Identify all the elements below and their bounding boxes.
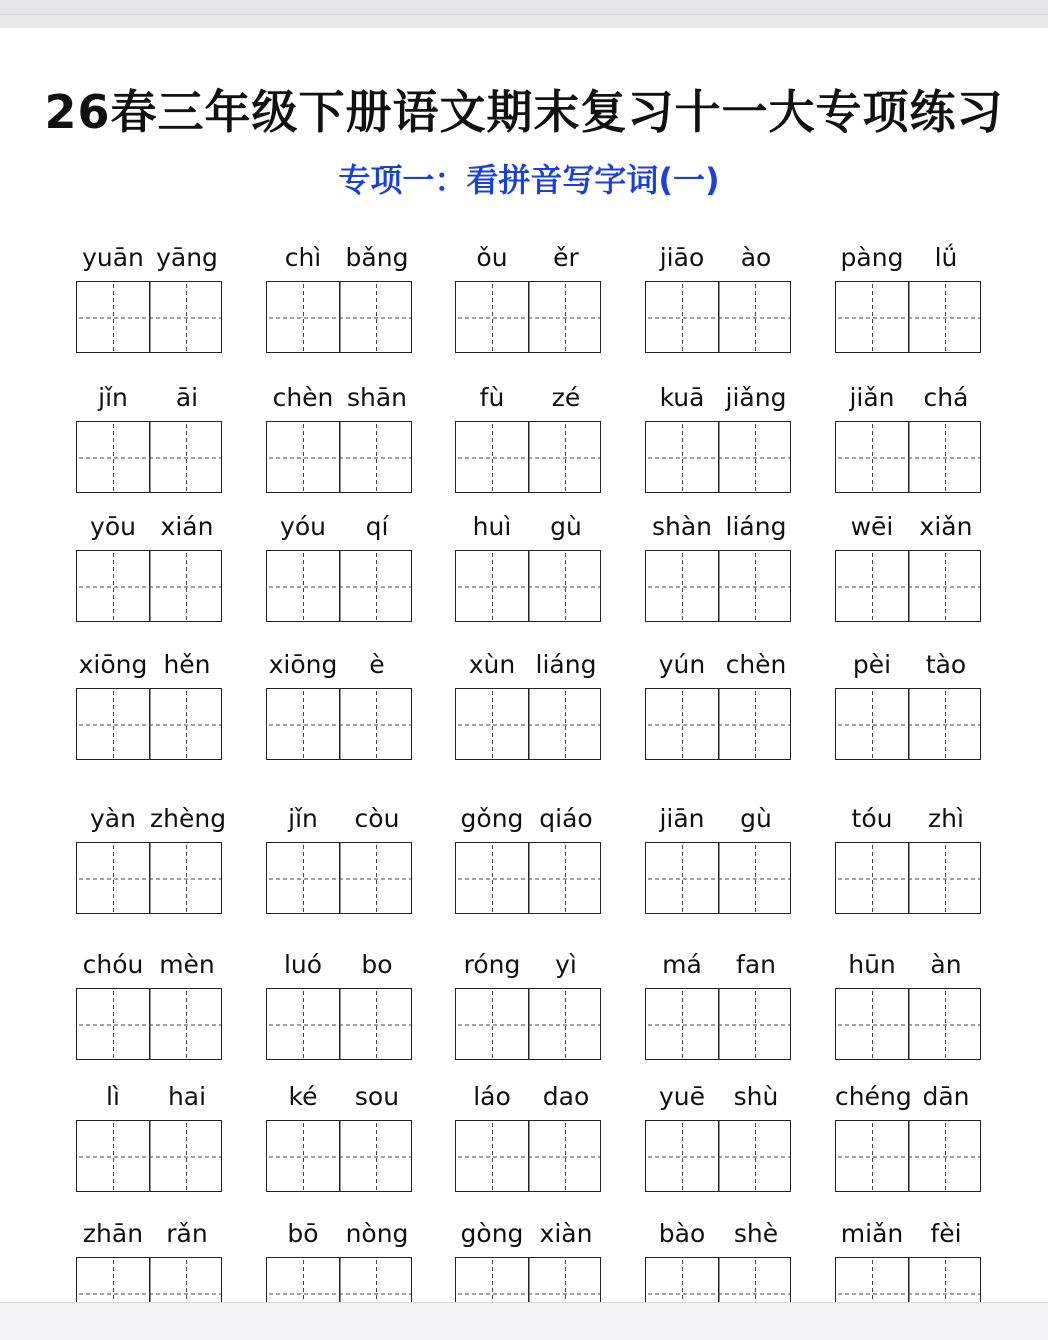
pinyin-syllable: shān (346, 383, 408, 412)
word-item (266, 1080, 414, 1114)
word-item (645, 1217, 793, 1251)
pinyin-line (455, 948, 603, 982)
tianzige-guides (77, 689, 223, 761)
pinyin-syllable: àn (930, 950, 962, 979)
pinyin-syllable: chéng (835, 1082, 912, 1111)
pinyin-line (455, 510, 603, 544)
word-item (455, 381, 603, 415)
pinyin-line (455, 1217, 603, 1251)
pinyin-line (266, 510, 414, 544)
pinyin-line (266, 948, 414, 982)
pinyin-syllable: fan (736, 950, 776, 979)
pinyin-syllable: xián (160, 512, 214, 541)
writing-grid[interactable] (645, 1257, 791, 1302)
pinyin-line (76, 381, 224, 415)
pinyin-syllable: zhèng (150, 804, 227, 833)
pinyin-syllable: jiǎng (725, 383, 787, 412)
worksheet-page (0, 28, 1048, 1302)
writing-grid[interactable] (455, 281, 601, 353)
writing-grid[interactable] (76, 1120, 222, 1192)
pinyin-line (455, 241, 603, 275)
pinyin-syllable: miǎn (840, 1219, 904, 1248)
pinyin-syllable: fèi (930, 1219, 962, 1248)
page-title: 26春三年级下册语文期末复习十一大专项练习 (44, 85, 1004, 139)
top-strip (0, 0, 1048, 15)
word-item (266, 510, 414, 544)
pinyin-syllable: lǘ (934, 243, 958, 272)
tianzige-guides (456, 282, 602, 354)
tianzige-guides (456, 1258, 602, 1302)
tianzige-guides (836, 843, 982, 915)
pinyin-line (645, 1080, 793, 1114)
pinyin-syllable: dao (542, 1082, 590, 1111)
tianzige-guides (456, 989, 602, 1061)
writing-grid[interactable] (835, 988, 981, 1060)
tianzige-guides (267, 422, 413, 494)
word-item (266, 381, 414, 415)
tianzige-guides (456, 843, 602, 915)
pinyin-syllable: gù (740, 804, 772, 833)
pinyin-syllable: liáng (725, 512, 787, 541)
word-item (835, 948, 983, 982)
writing-grid[interactable] (76, 281, 222, 353)
pinyin-line (835, 948, 983, 982)
pinyin-syllable: shè (733, 1219, 779, 1248)
pinyin-syllable: tào (925, 650, 967, 679)
tianzige-guides (267, 689, 413, 761)
tianzige-guides (646, 843, 792, 915)
word-item (645, 510, 793, 544)
tianzige-guides (77, 422, 223, 494)
pinyin-syllable: sou (354, 1082, 400, 1111)
word-item (645, 241, 793, 275)
word-item (835, 1080, 983, 1114)
tianzige-guides (77, 843, 223, 915)
word-item (455, 241, 603, 275)
pinyin-syllable: wēi (850, 512, 894, 541)
pinyin-syllable: lì (106, 1082, 120, 1111)
writing-grid[interactable] (266, 550, 412, 622)
pinyin-line (76, 648, 224, 682)
word-item (266, 948, 414, 982)
tianzige-guides (456, 1121, 602, 1193)
word-item (455, 1217, 603, 1251)
writing-grid[interactable] (455, 1120, 601, 1192)
writing-grid[interactable] (76, 842, 222, 914)
pinyin-syllable: zhān (82, 1219, 144, 1248)
pinyin-syllable: āi (175, 383, 199, 412)
pinyin-line (76, 1080, 224, 1114)
tianzige-guides (267, 1258, 413, 1302)
pinyin-syllable: chèn (725, 650, 787, 679)
writing-grid[interactable] (266, 421, 412, 493)
pinyin-syllable: bō (287, 1219, 319, 1248)
pinyin-syllable: yōu (90, 512, 136, 541)
tianzige-guides (836, 551, 982, 623)
pinyin-line (835, 648, 983, 682)
pinyin-line (266, 241, 414, 275)
word-item (835, 241, 983, 275)
pinyin-syllable: zhì (928, 804, 964, 833)
word-item (266, 802, 414, 836)
pinyin-syllable: rǎn (166, 1219, 208, 1248)
writing-grid[interactable] (455, 421, 601, 493)
pinyin-syllable: yún (658, 650, 706, 679)
tianzige-guides (267, 989, 413, 1061)
pinyin-syllable: qí (365, 512, 389, 541)
tianzige-guides (456, 689, 602, 761)
word-item (645, 802, 793, 836)
word-item (455, 948, 603, 982)
pinyin-syllable: chì (284, 243, 322, 272)
writing-grid[interactable] (455, 688, 601, 760)
pinyin-syllable: jiāo (659, 243, 705, 272)
pinyin-line (645, 648, 793, 682)
pinyin-syllable: bào (658, 1219, 706, 1248)
pinyin-line (455, 1080, 603, 1114)
pinyin-syllable: huì (472, 512, 512, 541)
pinyin-syllable: mèn (159, 950, 215, 979)
pinyin-syllable: yuān (82, 243, 144, 272)
pinyin-syllable: yāng (156, 243, 218, 272)
pinyin-line (266, 1080, 414, 1114)
pinyin-syllable: láo (473, 1082, 511, 1111)
tianzige-guides (836, 282, 982, 354)
writing-grid[interactable] (645, 688, 791, 760)
writing-grid[interactable] (266, 281, 412, 353)
pinyin-syllable: luó (283, 950, 323, 979)
tianzige-guides (646, 689, 792, 761)
pinyin-syllable: jǐn (98, 383, 128, 412)
writing-grid[interactable] (835, 688, 981, 760)
writing-grid[interactable] (76, 421, 222, 493)
pinyin-line (455, 802, 603, 836)
pinyin-line (835, 510, 983, 544)
pinyin-syllable: dān (922, 1082, 970, 1111)
pinyin-syllable: yuē (658, 1082, 706, 1111)
pinyin-line (835, 241, 983, 275)
word-item (266, 241, 414, 275)
writing-grid[interactable] (835, 1120, 981, 1192)
writing-grid[interactable] (266, 1257, 412, 1302)
pinyin-line (645, 1217, 793, 1251)
pinyin-syllable: gòng (460, 1219, 524, 1248)
pinyin-syllable: xiōng (78, 650, 148, 679)
pinyin-syllable: ké (288, 1082, 318, 1111)
pinyin-syllable: gǒng (460, 804, 524, 833)
pinyin-syllable: kuā (659, 383, 705, 412)
writing-grid[interactable] (835, 421, 981, 493)
word-item (76, 241, 224, 275)
tianzige-guides (836, 689, 982, 761)
writing-grid[interactable] (266, 988, 412, 1060)
tianzige-guides (836, 1121, 982, 1193)
pinyin-syllable: gù (550, 512, 582, 541)
writing-grid[interactable] (455, 988, 601, 1060)
tianzige-guides (646, 1121, 792, 1193)
pinyin-syllable: xiàn (539, 1219, 593, 1248)
pinyin-line (645, 948, 793, 982)
pinyin-line (835, 1217, 983, 1251)
tianzige-guides (456, 422, 602, 494)
writing-grid[interactable] (645, 421, 791, 493)
pinyin-line (835, 802, 983, 836)
pinyin-syllable: ào (740, 243, 772, 272)
writing-grid[interactable] (835, 1257, 981, 1302)
pinyin-line (266, 1217, 414, 1251)
word-item (455, 1080, 603, 1114)
writing-grid[interactable] (835, 550, 981, 622)
tianzige-guides (77, 1258, 223, 1302)
pinyin-syllable: bǎng (345, 243, 409, 272)
pinyin-syllable: yì (555, 950, 577, 979)
pinyin-line (76, 948, 224, 982)
pinyin-line (455, 381, 603, 415)
tianzige-guides (836, 989, 982, 1061)
pinyin-syllable: fù (479, 383, 505, 412)
tianzige-guides (836, 422, 982, 494)
word-item (835, 802, 983, 836)
pinyin-line (266, 381, 414, 415)
pinyin-syllable: jiǎn (849, 383, 895, 412)
pinyin-syllable: è (369, 650, 385, 679)
word-item (835, 648, 983, 682)
tianzige-guides (77, 282, 223, 354)
word-item (455, 648, 603, 682)
tianzige-guides (77, 551, 223, 623)
pinyin-syllable: chèn (272, 383, 334, 412)
word-item (76, 1217, 224, 1251)
word-item (645, 1080, 793, 1114)
pinyin-syllable: shù (733, 1082, 779, 1111)
pinyin-syllable: tóu (851, 804, 893, 833)
writing-grid[interactable] (645, 281, 791, 353)
writing-grid[interactable] (266, 688, 412, 760)
word-item (266, 648, 414, 682)
pinyin-line (835, 1080, 983, 1114)
pinyin-syllable: xiōng (268, 650, 338, 679)
pinyin-line (76, 510, 224, 544)
bottom-strip (0, 1302, 1048, 1340)
writing-grid[interactable] (455, 550, 601, 622)
pinyin-line (266, 802, 414, 836)
pinyin-syllable: hěn (163, 650, 211, 679)
pinyin-syllable: hūn (848, 950, 896, 979)
word-item (835, 381, 983, 415)
word-item (645, 948, 793, 982)
pinyin-syllable: yóu (280, 512, 326, 541)
pinyin-syllable: chá (923, 383, 969, 412)
pinyin-line (76, 802, 227, 836)
word-item (835, 1217, 983, 1251)
word-item (455, 802, 603, 836)
pinyin-syllable: jiān (659, 804, 705, 833)
pinyin-syllable: chóu (82, 950, 144, 979)
tianzige-guides (267, 282, 413, 354)
writing-grid[interactable] (645, 842, 791, 914)
tianzige-guides (77, 989, 223, 1061)
pinyin-syllable: qiáo (539, 804, 593, 833)
writing-grid[interactable] (455, 842, 601, 914)
writing-grid[interactable] (266, 842, 412, 914)
tianzige-guides (267, 1121, 413, 1193)
tianzige-guides (267, 843, 413, 915)
pinyin-syllable: ǒu (476, 243, 508, 272)
pinyin-syllable: ěr (553, 243, 579, 272)
tianzige-guides (646, 1258, 792, 1302)
pinyin-syllable: pèi (852, 650, 892, 679)
pinyin-line (76, 241, 224, 275)
section-subtitle: 专项一：看拼音写字词(一) (338, 161, 720, 199)
writing-grid[interactable] (76, 1257, 222, 1302)
pinyin-syllable: pàng (840, 243, 904, 272)
pinyin-syllable: róng (463, 950, 521, 979)
pinyin-syllable: shàn (651, 512, 713, 541)
tianzige-guides (646, 989, 792, 1061)
pinyin-line (266, 648, 414, 682)
writing-grid[interactable] (645, 550, 791, 622)
writing-grid[interactable] (835, 281, 981, 353)
word-item (76, 510, 224, 544)
word-item (835, 510, 983, 544)
word-item (76, 1080, 224, 1114)
pinyin-syllable: liáng (535, 650, 597, 679)
word-item (645, 648, 793, 682)
pinyin-syllable: xùn (468, 650, 516, 679)
pinyin-syllable: nòng (345, 1219, 409, 1248)
word-item (645, 381, 793, 415)
pinyin-syllable: jǐn (288, 804, 318, 833)
writing-grid[interactable] (76, 550, 222, 622)
pinyin-line (76, 1217, 224, 1251)
tianzige-guides (646, 282, 792, 354)
writing-grid[interactable] (455, 1257, 601, 1302)
pinyin-syllable: má (662, 950, 702, 979)
pinyin-syllable: bo (361, 950, 393, 979)
tianzige-guides (456, 551, 602, 623)
pinyin-syllable: hai (167, 1082, 207, 1111)
pinyin-line (645, 802, 793, 836)
word-item (266, 1217, 414, 1251)
pinyin-syllable: xiǎn (919, 512, 973, 541)
pinyin-line (835, 381, 983, 415)
pinyin-syllable: yàn (90, 804, 136, 833)
word-item (76, 381, 224, 415)
word-item (455, 510, 603, 544)
word-item (76, 948, 224, 982)
tianzige-guides (836, 1258, 982, 1302)
pinyin-syllable: zé (551, 383, 581, 412)
writing-grid[interactable] (835, 842, 981, 914)
writing-grid[interactable] (76, 988, 222, 1060)
word-item (76, 648, 224, 682)
writing-grid[interactable] (645, 988, 791, 1060)
word-item (76, 802, 227, 836)
tianzige-guides (646, 422, 792, 494)
tianzige-guides (646, 551, 792, 623)
writing-grid[interactable] (266, 1120, 412, 1192)
pinyin-line (645, 381, 793, 415)
pinyin-line (455, 648, 603, 682)
pinyin-line (645, 241, 793, 275)
tianzige-guides (267, 551, 413, 623)
pinyin-line (645, 510, 793, 544)
writing-grid[interactable] (76, 688, 222, 760)
writing-grid[interactable] (645, 1120, 791, 1192)
pinyin-syllable: còu (354, 804, 400, 833)
tianzige-guides (77, 1121, 223, 1193)
